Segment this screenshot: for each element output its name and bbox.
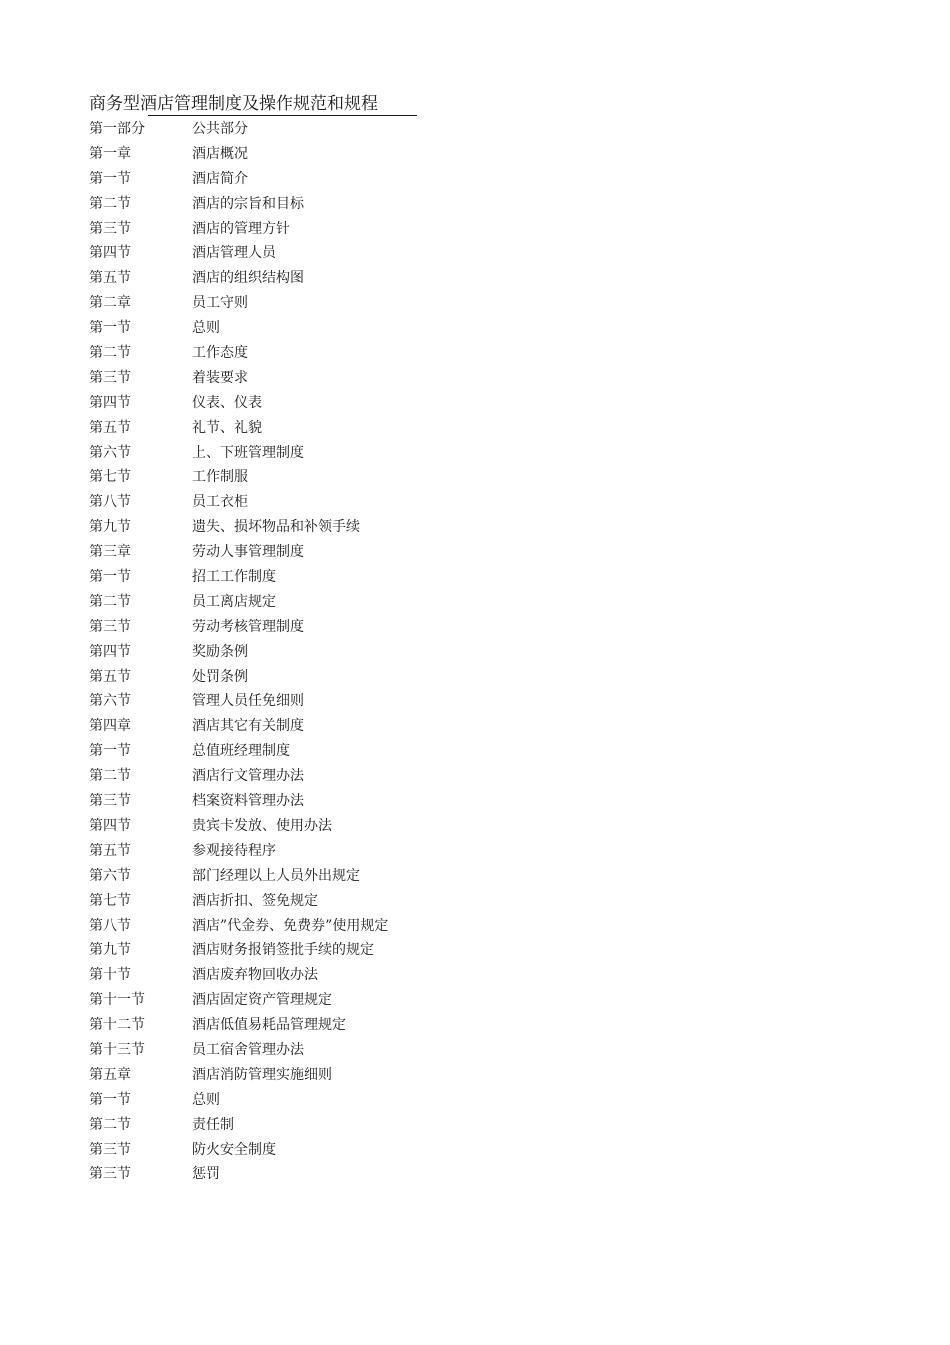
toc-entry (89, 640, 489, 665)
toc-entry-title: 员工离店规定 (192, 593, 276, 610)
toc-entry-title: 工作制服 (192, 469, 248, 486)
toc-entry (89, 490, 489, 515)
toc-entry-title: 招工工作制度 (192, 569, 276, 586)
toc-entry (89, 142, 489, 167)
toc-entry-number: 第三节 (89, 618, 131, 635)
toc-entry-number: 第二章 (89, 295, 131, 312)
toc-entry (89, 988, 489, 1013)
toc-entry-number: 第四节 (89, 817, 131, 834)
toc-entry (89, 590, 489, 615)
toc-entry-number: 第四节 (89, 394, 131, 411)
toc-entry-title: 总则 (192, 320, 220, 337)
toc-entry-number: 第十节 (89, 967, 131, 984)
toc-entry (89, 689, 489, 714)
toc-entry-title: 酒店折扣、签免规定 (192, 892, 318, 909)
toc-entry-title: 总值班经理制度 (192, 743, 290, 760)
toc-entry-title: 贵宾卡发放、使用办法 (192, 817, 332, 834)
toc-entry-number: 第二节 (89, 195, 131, 212)
toc-entry-title: 酒店消防管理实施细则 (192, 1066, 332, 1083)
toc-entry-title: 着装要求 (192, 369, 248, 386)
toc-entry-title: 参观接待程序 (192, 842, 276, 859)
toc-entry-number: 第一节 (89, 743, 131, 760)
toc-entry (89, 241, 489, 266)
toc-entry (89, 739, 489, 764)
toc-entry (89, 266, 489, 291)
toc-entry-number: 第一章 (89, 145, 131, 162)
toc-entry (89, 714, 489, 739)
toc-entry-number: 第十二节 (89, 1017, 145, 1034)
toc-entry-number: 第五节 (89, 668, 131, 685)
toc-entry (89, 914, 489, 939)
toc-entry-number: 第一节 (89, 569, 131, 586)
toc-entry (89, 1088, 489, 1113)
toc-entry (89, 416, 489, 441)
toc-entry-number: 第二节 (89, 768, 131, 785)
toc-entry (89, 316, 489, 341)
toc-entry (89, 217, 489, 242)
toc-entry-number: 第八节 (89, 917, 131, 934)
toc-entry-title: 酒店固定资产管理规定 (192, 992, 332, 1009)
toc-entry-number: 第三章 (89, 544, 131, 561)
toc-entry-number: 第十一节 (89, 992, 145, 1009)
toc-entry (89, 938, 489, 963)
toc-entry-number: 第四章 (89, 718, 131, 735)
toc-entry-title: 责任制 (192, 1116, 234, 1133)
toc-entry-number: 第五节 (89, 842, 131, 859)
toc-entry (89, 764, 489, 789)
toc-entry-title: 酒店财务报销签批手续的规定 (192, 942, 374, 959)
toc-entry-number: 第三节 (89, 369, 131, 386)
toc-entry-title: 礼节、礼貌 (192, 419, 262, 436)
toc-entry-title: 酒店的管理方针 (192, 220, 290, 237)
toc-entry-title: 仪表、仪表 (192, 394, 262, 411)
toc-entry-title: 酒店的组织结构图 (192, 270, 304, 287)
toc-entry (89, 366, 489, 391)
toc-entry-title: 档案资料管理办法 (192, 793, 304, 810)
toc-entry-number: 第三节 (89, 793, 131, 810)
toc-entry-number: 第一节 (89, 170, 131, 187)
toc-entry-title: 奖励条例 (192, 643, 248, 660)
toc-entry-number: 第二节 (89, 1116, 131, 1133)
toc-entry (89, 565, 489, 590)
toc-entry (89, 192, 489, 217)
toc-entry (89, 117, 489, 142)
toc-entry-title: 酒店废弃物回收办法 (192, 967, 318, 984)
toc-entry-number: 第五节 (89, 270, 131, 287)
toc-entry-title: 酒店简介 (192, 170, 248, 187)
toc-entry-title: 上、下班管理制度 (192, 444, 304, 461)
toc-entry-number: 第六节 (89, 867, 131, 884)
toc-entry-number: 第二节 (89, 345, 131, 362)
toc-entry-title: 酒店行文管理办法 (192, 768, 304, 785)
toc-entry-number: 第六节 (89, 693, 131, 710)
toc-entry-title: 工作态度 (192, 345, 248, 362)
toc-entry-title: 员工衣柜 (192, 494, 248, 511)
toc-entry-number: 第二节 (89, 593, 131, 610)
toc-entry-title: 酒店”代金券、免费券”使用规定 (192, 917, 389, 934)
toc-entry-number: 第五节 (89, 419, 131, 436)
title-underline (148, 115, 417, 116)
toc-entry-number: 第一部分 (89, 121, 145, 137)
toc-entry (89, 665, 489, 690)
toc-entry-number: 第三节 (89, 1141, 131, 1158)
toc-entry (89, 789, 489, 814)
toc-entry (89, 465, 489, 490)
toc-entry-title: 管理人员任免细则 (192, 693, 304, 710)
toc-entry-title: 惩罚 (192, 1166, 220, 1183)
toc-entry-title: 酒店管理人员 (192, 245, 276, 262)
toc-entry-title: 酒店概况 (192, 145, 248, 162)
toc-entry-title: 劳动人事管理制度 (192, 544, 304, 561)
toc-entry (89, 391, 489, 416)
toc-entry (89, 889, 489, 914)
toc-entry (89, 515, 489, 540)
toc-entry-title: 员工宿舍管理办法 (192, 1041, 304, 1058)
toc-entry (89, 540, 489, 565)
toc-entry-number: 第四节 (89, 245, 131, 262)
toc-entry (89, 1162, 489, 1187)
toc-entry (89, 341, 489, 366)
toc-entry-title: 员工守则 (192, 295, 248, 312)
toc-entry-number: 第三节 (89, 220, 131, 237)
toc-entry-number: 第七节 (89, 469, 131, 486)
toc-entry (89, 1013, 489, 1038)
toc-entry-number: 第一节 (89, 320, 131, 337)
toc-entry (89, 167, 489, 192)
toc-entry-number: 第三节 (89, 1166, 131, 1183)
toc-entry (89, 864, 489, 889)
toc-entry (89, 1113, 489, 1138)
toc-entry-number: 第四节 (89, 643, 131, 660)
toc-entry (89, 291, 489, 316)
toc-entry-title: 酒店的宗旨和目标 (192, 195, 304, 212)
toc-entry-number: 第十三节 (89, 1041, 145, 1058)
toc-entry (89, 839, 489, 864)
table-of-contents (89, 117, 489, 1187)
toc-entry-number: 第九节 (89, 942, 131, 959)
toc-entry-title: 公共部分 (192, 121, 248, 137)
toc-entry-title: 酒店低值易耗品管理规定 (192, 1017, 346, 1034)
toc-entry (89, 963, 489, 988)
toc-entry-number: 第五章 (89, 1066, 131, 1083)
toc-entry (89, 615, 489, 640)
toc-entry-number: 第六节 (89, 444, 131, 461)
toc-entry (89, 814, 489, 839)
toc-entry-title: 遗失、损坏物品和补领手续 (192, 519, 360, 536)
toc-entry-number: 第七节 (89, 892, 131, 909)
toc-entry (89, 1063, 489, 1088)
toc-entry (89, 1038, 489, 1063)
toc-entry-number: 第九节 (89, 519, 131, 536)
toc-entry-title: 酒店其它有关制度 (192, 718, 304, 735)
toc-entry-number: 第八节 (89, 494, 131, 511)
document-title: 商务型酒店管理制度及操作规范和规程 (89, 94, 378, 114)
toc-entry-title: 防火安全制度 (192, 1141, 276, 1158)
toc-entry-title: 处罚条例 (192, 668, 248, 685)
toc-entry (89, 1138, 489, 1163)
toc-entry-number: 第一节 (89, 1091, 131, 1108)
toc-entry-title: 总则 (192, 1091, 220, 1108)
toc-entry-title: 劳动考核管理制度 (192, 618, 304, 635)
toc-entry (89, 441, 489, 466)
toc-entry-title: 部门经理以上人员外出规定 (192, 867, 360, 884)
